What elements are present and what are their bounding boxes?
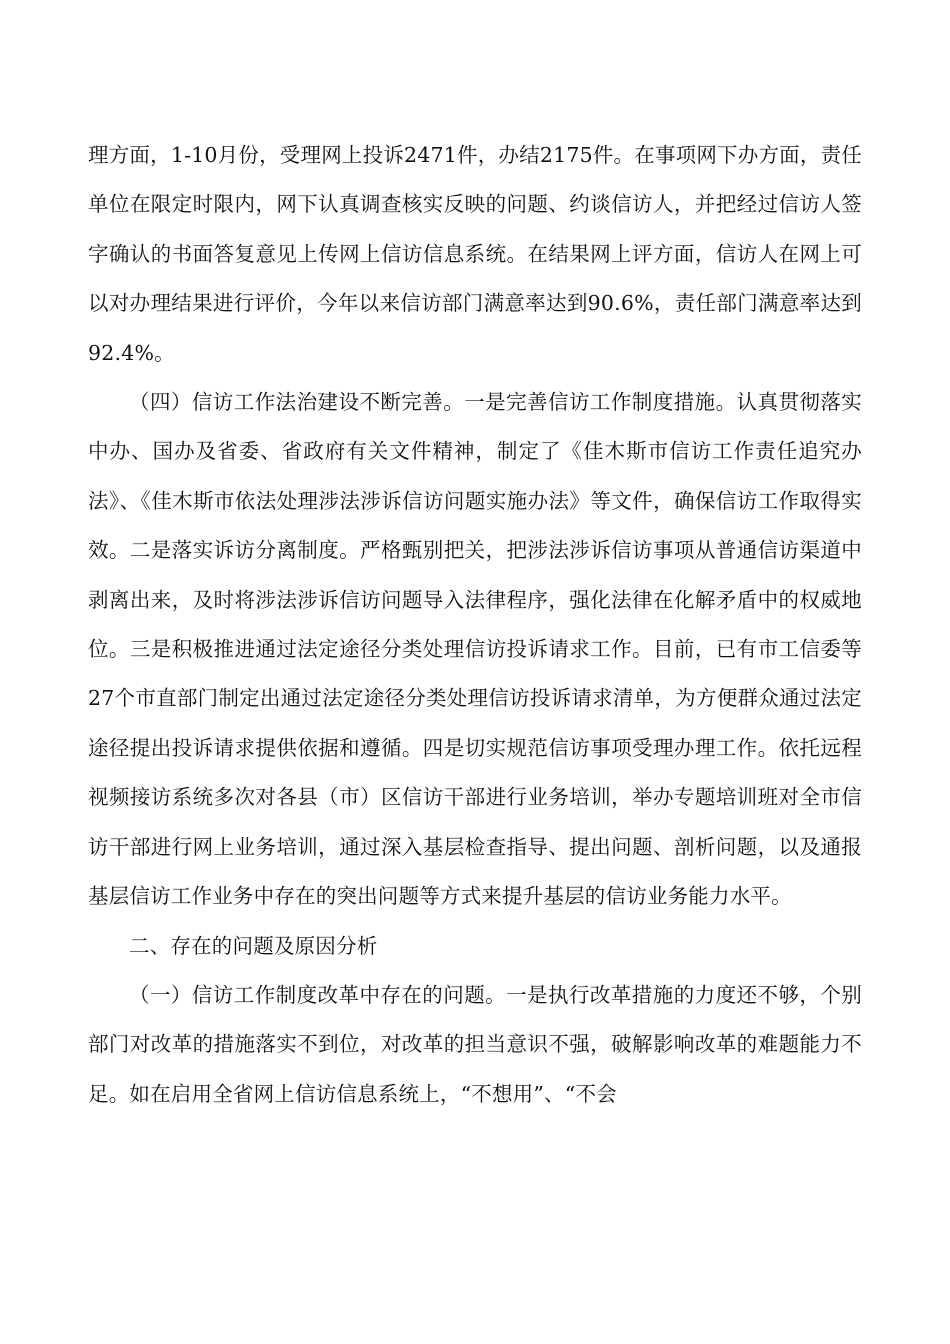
paragraph-section-four: （四）信访工作法治建设不断完善。一是完善信访工作制度措施。认真贯彻落实中办、国办及省委、省政府有关文件精神，制定了《佳木斯市信访工作责任追究办法》、《佳木斯市依法处理涉法涉诉信访问题实施办法》等文件，确保信访工作取得实效。二是落实诉访分离制度。严格甄别把关，把涉法涉诉信访事项从普通信访渠道中剥离出来，及时将涉法涉诉信访问题导入法律程序，强化法律在化解矛盾中的权威地位。三是积极推进通过法定途径分类处理信访投诉请求工作。目前，已有市工信委等27个市直部门制定出通过法定途径分类处理信访投诉请求清单，为方便群众通过法定途径提出投诉请求提供依据和遵循。四是切实规范信访事项受理办理工作。依托远程视频接访系统多次对各县（市）区信访干部进行业务培训，举办专题培训班对全市信访干部进行网上业务培训，通过深入基层检查指导、提出问题、剖析问题，以及通报基层信访工作业务中存在的突出问题等方式来提升基层的信访业务能力水平。 [88, 390, 862, 909]
section-heading: 二、存在的问题及原因分析 [129, 933, 378, 958]
paragraph-problems-one: （一）信访工作制度改革中存在的问题。一是执行改革措施的力度还不够，个别部门对改革的措施落实不到位，对改革的担当意识不强，破解影响改革的难题能力不足。如在启用全省网上信访信息系统上，“不想用”、“不会 [88, 982, 862, 1106]
document-page [88, 131, 862, 1119]
paragraph-continuation: 理方面，1-10月份，受理网上投诉2471件，办结2175件。在事项网下办方面，责任单位在限定时限内，网下认真调查核实反映的问题、约谈信访人，并把经过信访人签字确认的书面答复意见上传网上信访信息系统。在结果网上评方面，信访人在网上可以对办理结果进行评价，今年以来信访部门满意率达到90.6%，责任部门满意率达到92.4%。 [88, 143, 862, 365]
